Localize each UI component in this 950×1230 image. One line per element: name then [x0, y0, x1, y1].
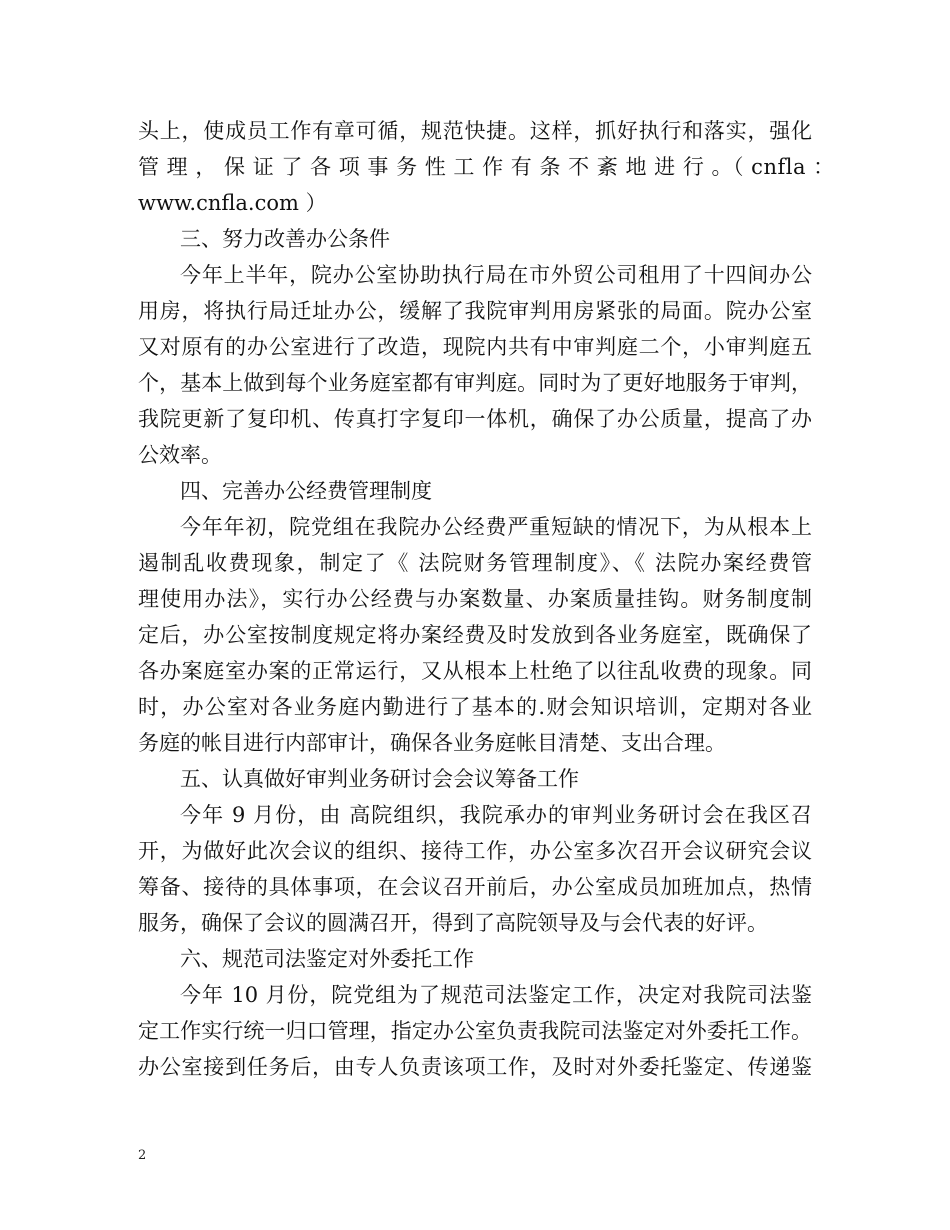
- text-line: 我院更新了复印机、传真打字复印一体机，确保了办公质量，提高了办: [138, 407, 812, 431]
- text-line: 个，基本上做到每个业务庭室都有审判庭。同时为了更好地服务于审判，: [138, 371, 812, 395]
- text-line-url: www.cnfla.com ）: [138, 191, 327, 215]
- text-line: 管 理 ， 保 证 了 各 项 事 务 性 工 作 有 条 不 紊 地 进 行 。（ cnfla ：: [138, 155, 835, 179]
- text-line: 公效率。: [138, 443, 222, 467]
- text-line: 今年年初，院党组在我院办公经费严重短缺的情况下，为从根本上: [180, 515, 812, 539]
- text-line: 办公室接到任务后，由专人负责该项工作，及时对外委托鉴定、传递鉴: [138, 1055, 812, 1079]
- text-line: 今年 9 月份，由 高院组织，我院承办的审判业务研讨会在我区召: [180, 803, 812, 827]
- section-heading: 五、认真做好审判业务研讨会会议筹备工作: [180, 767, 579, 791]
- text-line: 各办案庭室办案的正常运行，又从根本上杜绝了以往乱收费的现象。同: [138, 659, 812, 683]
- section-heading: 三、努力改善办公条件: [180, 227, 390, 251]
- section-heading: 六、规范司法鉴定对外委托工作: [180, 947, 474, 971]
- text-line: 开，为做好此次会议的组织、接待工作，办公室多次召开会议研究会议: [138, 839, 812, 863]
- text-line: 定后，办公室按制度规定将办案经费及时发放到各业务庭室，既确保了: [138, 623, 812, 647]
- text-line: 今年 10 月份，院党组为了规范司法鉴定工作，决定对我院司法鉴: [180, 983, 812, 1007]
- text-line: 时，办公室对各业务庭内勤进行了基本的.财会知识培训，定期对各业: [138, 695, 812, 719]
- text-line: 理使用办法》，实行办公经费与办案数量、办案质量挂钩。财务制度制: [138, 587, 812, 611]
- text-line: 服务，确保了会议的圆满召开，得到了高院领导及与会代表的好评。: [138, 911, 768, 935]
- text-line: 今年上半年，院办公室协助执行局在市外贸公司租用了十四间办公: [180, 263, 812, 287]
- section-heading: 四、完善办公经费管理制度: [180, 479, 432, 503]
- text-line: 筹备、接待的具体事项，在会议召开前后，办公室成员加班加点，热情: [138, 875, 812, 899]
- text-line: 定工作实行统一归口管理，指定办公室负责我院司法鉴定对外委托工作。: [138, 1019, 812, 1043]
- text-line: 头上，使成员工作有章可循，规范快捷。这样，抓好执行和落实，强化: [138, 119, 812, 143]
- text-line: 遏制乱收费现象，制定了《 法院财务管理制度》、《 法院办案经费管: [138, 551, 812, 575]
- text-line: 务庭的帐目进行内部审计，确保各业务庭帐目清楚、支出合理。: [138, 731, 726, 755]
- text-line: 用房，将执行局迁址办公，缓解了我院审判用房紧张的局面。院办公室: [138, 299, 812, 323]
- page-number: 2: [138, 1148, 147, 1163]
- text-line: 又对原有的办公室进行了改造，现院内共有中审判庭二个，小审判庭五: [138, 335, 812, 359]
